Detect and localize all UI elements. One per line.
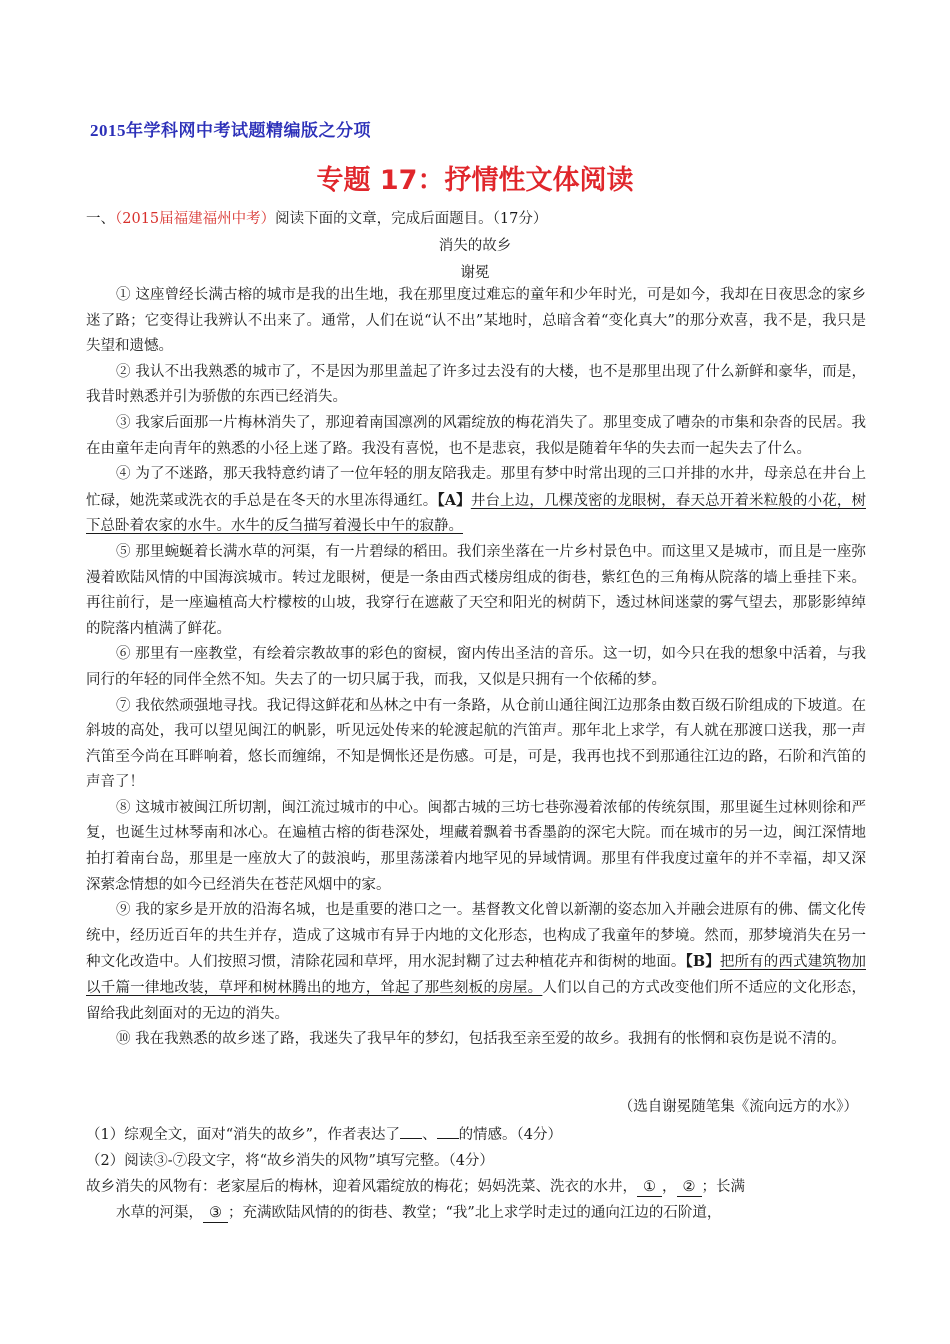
answer-blank-1[interactable] — [400, 1138, 422, 1139]
paragraph-8: ⑧ 这城市被闽江所切割，闽江流过城市的中心。闽都古城的三坊七巷弥漫着浓郁的传统氛围，那里诞生过林则徐和严复，也诞生过林琴南和冰心。在遍植古榕的街巷深处，埋藏着飘着书香墨韵的深宅大院。而在城市的另一边，闽江深情地拍打着南台岛，那里是一座放大了的鼓浪屿，那里荡漾着内地罕见的异域情调。那里有伴我度过童年的并不幸福，却又深深萦念情想的如今已经消失在苍茫风烟中的家。 — [86, 799, 866, 893]
paragraph-2: ② 我认不出我熟悉的城市了，不是因为那里盖起了许多过去没有的大楼，也不是那里出现了什么新鲜和豪华，而是，我昔时熟悉并引为骄傲的东西已经消失。 — [86, 363, 866, 406]
question-2-line-2 — [86, 1200, 876, 1226]
topic-title: 专题 17：抒情性文体阅读 — [316, 165, 634, 196]
fill-blank-separator: ， — [662, 1179, 677, 1195]
question-1-separator: 、 — [422, 1127, 437, 1143]
fill-blank-2[interactable]: ② — [677, 1178, 702, 1197]
paragraph-4-text: ④ 为了不迷路，那天我特意约请了一位年轻的朋友陪我走。那里有梦中时常出现的三口并排的水井，母亲总在井台上忙碌，她洗菜或洗衣的手总是在冬天的水里冻得通红。 — [86, 466, 866, 509]
question-source: （2015届福建福州中考） — [115, 211, 276, 227]
question-2-line-2-text: 水草的河渠， — [116, 1205, 203, 1221]
paragraph-3: ③ 我家后面那一片梅林消失了，那迎着南国凛冽的风霜绽放的梅花消失了。那里变成了嘈杂的市集和杂沓的民居。我在由童年走向青年的熟悉的小径上迷了路。我没有喜悦，也不是悲哀，我似是随着年华的失去而一起失去了什么。 — [86, 414, 866, 457]
question-header — [86, 207, 547, 228]
paragraph-7: ⑦ 我依然顽强地寻找。我记得这鲜花和丛林之中有一条路，从仓前山通往闽江边那条由数百级石阶组成的下坡道。在斜坡的高处，我可以望见闽江的帆影，听见远处传来的轮渡起航的汽笛声。那年北上求学，有人就在那渡口送我，那一声汽笛至今尚在耳畔响着，悠长而缠绵，不知是惆怅还是伤感。可是，可是，我再也找不到那通往江边的路，石阶和汽笛的声音了！ — [86, 697, 866, 791]
question-1-text: （1）综观全文，面对“消失的故乡”，作者表达了 — [86, 1127, 401, 1143]
question-number: 一、 — [86, 211, 115, 227]
series-title: 2015年学科网中考试题精编版之分项 — [90, 121, 371, 140]
underlined-sentence-b: 把所有的西式建筑物加以千篇一律地改装，草坪和树林腾出的地方，耸起了那些刻板的房屋。 — [86, 954, 866, 997]
paragraph-9-text: ⑨ 我的家乡是开放的沿海名城，也是重要的港口之一。基督教文化曾以新潮的姿态加入并融会进原有的佛、儒文化传统中，经历近百年的共生并存，造成了这城市有异于内地的文化形态，也构成了我童年的梦境。然而，那梦境消失在另一种文化改造中。人们按照习惯，清除花园和草坪，用水泥封糊了过去种植花卉和街树的地面。 — [86, 902, 866, 971]
question-2-line-1 — [86, 1174, 876, 1200]
paragraph-6: ⑥ 那里有一座教堂，有绘着宗教故事的彩色的窗棂，窗内传出圣洁的音乐。这一切，如今只在我的想象中活着，与我同行的年轻的同伴全然不知。失去了的一切只属于我，而我，又似是只拥有一个依稀的梦。 — [86, 646, 866, 688]
paragraph-9 — [86, 898, 866, 1027]
fill-blank-1[interactable]: ① — [637, 1178, 662, 1197]
paragraph-5: ⑤ 那里蜿蜒着长满水草的河渠，有一片碧绿的稻田。我们亲坐落在一片乡村景色中。而这里又是城市，而且是一座弥漫着欧陆风情的中国海滨城市。转过龙眼树，便是一条由西式楼房组成的街巷，紫红色的三角梅从院落的墙上垂挂下来。再往前行，是一座遍植高大柠檬桉的山坡，我穿行在遮蔽了天空和阳光的树荫下，透过林间迷蒙的雾气望去，那影影绰绰的院落内植满了鲜花。 — [86, 543, 866, 637]
paragraph-9-tail: 人们以自己的方式改变他们所不适应的文化形态，留给我此刻面对的无边的消失。 — [86, 980, 867, 1022]
fill-blank-3[interactable]: ③ — [203, 1204, 228, 1223]
paragraph-1: ① 这座曾经长满古榕的城市是我的出生地，我在那里度过难忘的童年和少年时光，可是如今，我却在日夜思念的家乡迷了路；它变得让我辨认不出来了。通常，人们在说“认不出”某地时，总暗含着“变化真大”的那分欢喜，我不是，我只是失望和遗憾。 — [86, 287, 866, 355]
question-1-tail: 的情感。（4分） — [458, 1127, 563, 1143]
answer-blank-2[interactable] — [437, 1138, 459, 1139]
paragraph-10: ⑩ 我在我熟悉的故乡迷了路，我迷失了我早年的梦幻，包括我至亲至爱的故乡。我拥有的怅惘和哀伤是说不清的。 — [116, 1031, 846, 1048]
article-source: （选自谢冕随笔集《流向远方的水》） — [618, 1099, 858, 1115]
article-title: 消失的故乡 — [438, 238, 512, 254]
question-2: （2）阅读③-⑦段文字，将“故乡消失的风物”填写完整。（4分） — [86, 1153, 494, 1169]
marker-b: 【B】 — [685, 953, 720, 971]
question-instruction: 阅读下面的文章，完成后面题目。（17分） — [275, 211, 548, 227]
question-2-line-2-tail: ；充满欧陆风情的的街巷、教堂；“我”北上求学时走过的通向江边的石阶道， — [228, 1205, 722, 1221]
paragraph-4 — [86, 462, 866, 540]
article-body — [86, 283, 866, 1053]
marker-a: 【A】 — [437, 491, 471, 509]
question-2-line-1-end: ；长满 — [701, 1179, 745, 1195]
underlined-sentence-a: 井台上边，几棵茂密的龙眼树，春天总开着米粒般的小花，树下总卧着农家的水牛。水牛的反刍描写着漫长中午的寂静。 — [86, 492, 866, 535]
question-1 — [86, 1122, 876, 1148]
questions-section — [86, 1122, 876, 1226]
question-2-line-1-text: 故乡消失的风物有：老家屋后的梅林，迎着风霜绽放的梅花；妈妈洗菜、洗衣的水井， — [86, 1179, 637, 1195]
article-author: 谢冕 — [460, 265, 490, 281]
